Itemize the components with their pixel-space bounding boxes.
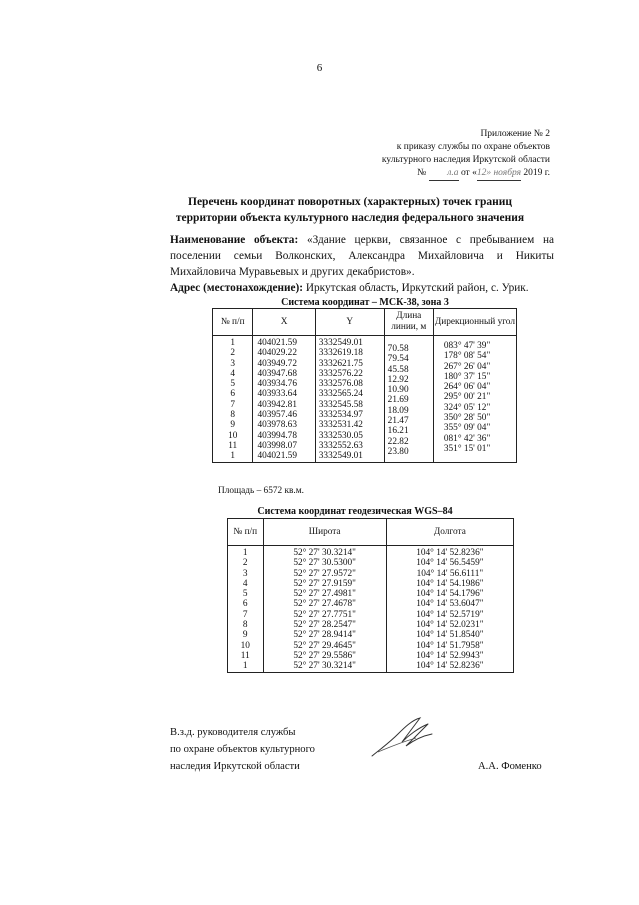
wgs-point-number-8: 8 xyxy=(242,620,248,631)
msk-angle-value-8: 350° 28' 50" xyxy=(443,413,491,424)
order-year: 2019 г. xyxy=(523,168,550,178)
object-name-value: «Здание церкви, связанное с пребыванием на поселении семьи Волконских, Александра Михайловича и Никиты Михайловича Муравьевых и других декабристов». xyxy=(170,234,555,278)
msk-y-value-1: 3332549.01 xyxy=(318,338,363,348)
wgs-point-number-1: 1 xyxy=(242,548,248,558)
msk-point-number-3: 3 xyxy=(230,358,236,369)
msk-point-number-10: 10 xyxy=(228,430,238,441)
msk-y-value-7: 3332545.58 xyxy=(318,399,363,410)
appendix-line-3: культурного наследия Иркутской области xyxy=(381,155,550,165)
wgs-point-number-10: 10 xyxy=(240,640,250,651)
wgs-table-caption: Система координат геодезическая WGS–84 xyxy=(257,506,453,517)
signatory-line-1: В.з.д. руководителя службы xyxy=(170,727,296,738)
wgs-latitude-value-11: 52° 27' 29.5586" xyxy=(293,650,356,661)
wgs-point-number-4: 4 xyxy=(242,578,248,589)
msk-angle-value-11: 351° 15' 01" xyxy=(443,443,491,454)
msk-angle-column xyxy=(433,336,516,463)
msk-y-value-3: 3332621.75 xyxy=(318,358,363,369)
object-address-label: Адрес (местонахождение): xyxy=(170,282,304,294)
wgs-latitude-value-4: 52° 27' 27.9159" xyxy=(293,578,356,589)
msk-length-value-9: 16.21 xyxy=(387,426,409,437)
msk-x-column xyxy=(253,336,315,463)
wgs-point-number-2: 2 xyxy=(242,558,248,569)
wgs-latitude-value-8: 52° 27' 28.2547" xyxy=(293,620,356,631)
msk-area: Площадь – 6572 кв.м. xyxy=(218,486,304,496)
wgs-latitude-value-7: 52° 27' 27.7751" xyxy=(293,609,356,620)
msk-header-y: Y xyxy=(315,309,384,336)
page-number: 6 xyxy=(316,62,323,74)
msk-y-value-2: 3332619.18 xyxy=(318,348,363,359)
wgs-point-number-7: 7 xyxy=(242,609,248,620)
msk-length-value-3: 45.58 xyxy=(387,364,409,375)
wgs-longitude-value-10: 104° 14' 51.7958" xyxy=(416,640,484,651)
msk-point-number-1: 1 xyxy=(230,338,236,348)
msk-x-value-2: 404029.22 xyxy=(257,348,297,359)
wgs-header-latitude: Широта xyxy=(263,519,386,546)
msk-point-number-6: 6 xyxy=(230,389,236,400)
wgs-latitude-value-3: 52° 27' 27.9572" xyxy=(293,568,356,579)
handwritten-signature xyxy=(368,712,438,762)
wgs-latitude-value-10: 52° 27' 29.4645" xyxy=(293,640,356,651)
msk-length-value-4: 12.92 xyxy=(387,374,409,385)
wgs-data-row xyxy=(228,546,514,673)
msk-point-number-7: 7 xyxy=(230,399,236,410)
msk-y-value-4: 3332576.22 xyxy=(318,368,363,379)
msk-table-caption: Система координат – МСК-38, зона 3 xyxy=(281,297,449,308)
order-date-value: 12» ноября xyxy=(477,167,521,181)
wgs-latitude-value-1: 52° 27' 30.3214" xyxy=(293,548,356,558)
msk-x-value-1: 404021.59 xyxy=(257,338,297,348)
wgs-number-column xyxy=(228,546,264,673)
msk-length-value-8: 21.47 xyxy=(387,416,409,427)
title-line-2: территории объекта культурного наследия федерального значения xyxy=(175,212,525,224)
msk-x-value-11: 403998.07 xyxy=(257,440,297,451)
wgs-header-number: № п/п xyxy=(228,519,264,546)
wgs-longitude-value-8: 104° 14' 52.0231" xyxy=(416,620,484,631)
signatory-position xyxy=(170,724,315,775)
msk-y-value-12: 3332549.01 xyxy=(318,451,363,462)
wgs-header-row xyxy=(228,519,514,546)
wgs-point-number-5: 5 xyxy=(242,589,248,600)
msk-number-column xyxy=(213,336,253,463)
msk-y-column xyxy=(315,336,384,463)
msk-length-value-1: 70.58 xyxy=(387,344,409,354)
msk-y-value-9: 3332531.42 xyxy=(318,420,363,431)
signatory-name: А.А. Фоменко xyxy=(478,761,542,772)
msk-y-value-6: 3332565.24 xyxy=(318,389,363,400)
msk-x-value-4: 403947.68 xyxy=(257,368,297,379)
wgs-longitude-value-5: 104° 14' 54.1796" xyxy=(416,589,484,600)
wgs-longitude-value-3: 104° 14' 56.6111" xyxy=(416,568,484,579)
msk-data-row xyxy=(213,336,517,463)
wgs-longitude-value-11: 104° 14' 52.9943" xyxy=(416,650,484,661)
msk-angle-value-10: 081° 42' 36" xyxy=(443,433,491,444)
msk-header-row xyxy=(213,309,517,336)
wgs-point-number-9: 9 xyxy=(242,630,248,641)
msk-length-value-10: 22.82 xyxy=(387,436,409,447)
wgs-latitude-value-6: 52° 27' 27.4678" xyxy=(293,599,356,610)
wgs-latitude-column xyxy=(263,546,386,673)
wgs-longitude-value-9: 104° 14' 51.8540" xyxy=(416,630,484,641)
wgs-point-number-12: 1 xyxy=(242,661,248,672)
msk-length-column xyxy=(384,336,433,463)
msk-angle-value-2: 178° 08' 54" xyxy=(443,351,491,362)
msk-length-value-6: 21.69 xyxy=(387,395,409,406)
wgs-point-number-3: 3 xyxy=(242,568,248,579)
msk-x-value-10: 403994.78 xyxy=(257,430,297,441)
order-number-line xyxy=(340,167,550,181)
msk-angle-value-7: 324° 05' 12" xyxy=(443,402,491,413)
msk-point-number-2: 2 xyxy=(230,348,236,359)
msk-x-value-6: 403933.64 xyxy=(257,389,297,400)
msk-y-value-11: 3332552.63 xyxy=(318,440,363,451)
msk-length-value-2: 79.54 xyxy=(387,354,409,365)
msk-coordinates-table xyxy=(212,308,517,463)
wgs-point-number-6: 6 xyxy=(242,599,248,610)
document-title xyxy=(150,194,550,226)
wgs-latitude-value-9: 52° 27' 28.9414" xyxy=(293,630,356,641)
msk-length-value-7: 18.09 xyxy=(387,405,409,416)
msk-x-value-3: 403949.72 xyxy=(257,358,297,369)
wgs-latitude-value-12: 52° 27' 30.3214" xyxy=(293,661,356,672)
wgs-longitude-value-2: 104° 14' 56.5459" xyxy=(416,558,484,569)
msk-angle-value-1: 083° 47' 39" xyxy=(443,341,491,351)
wgs-longitude-value-7: 104° 14' 52.5719" xyxy=(416,609,484,620)
msk-angle-value-3: 267° 26' 04" xyxy=(443,361,491,372)
msk-point-number-4: 4 xyxy=(230,368,236,379)
msk-point-number-5: 5 xyxy=(230,379,236,390)
msk-x-value-9: 403978.63 xyxy=(257,420,297,431)
title-line-1: Перечень координат поворотных (характерных) точек границ xyxy=(188,196,512,208)
msk-header-number: № п/п xyxy=(213,309,253,336)
wgs-longitude-value-4: 104° 14' 54.1986" xyxy=(416,578,484,589)
wgs-header-longitude: Долгота xyxy=(386,519,513,546)
msk-header-length: Длина линии, м xyxy=(384,309,433,336)
msk-angle-value-5: 264° 06' 04" xyxy=(443,382,491,393)
wgs-latitude-value-2: 52° 27' 30.5300" xyxy=(293,558,356,569)
msk-x-value-8: 403957.46 xyxy=(257,410,297,421)
msk-angle-value-4: 180° 37' 15" xyxy=(443,371,491,382)
appendix-line-2: к приказу службы по охране объектов xyxy=(396,142,550,152)
msk-header-x: X xyxy=(253,309,315,336)
order-number-prefix: № xyxy=(417,168,427,178)
wgs-longitude-value-12: 104° 14' 52.8236" xyxy=(416,661,484,672)
msk-point-number-12: 1 xyxy=(230,451,236,462)
msk-length-value-5: 10.90 xyxy=(387,385,409,396)
msk-x-value-5: 403934.76 xyxy=(257,379,297,390)
appendix-header xyxy=(340,128,550,181)
object-description xyxy=(170,232,554,296)
wgs-point-number-11: 11 xyxy=(240,650,250,661)
object-name-label: Наименование объекта: xyxy=(170,234,299,246)
order-number-value: л.а xyxy=(429,167,459,181)
msk-y-value-5: 3332576.08 xyxy=(318,379,363,390)
msk-x-value-12: 404021.59 xyxy=(257,451,297,462)
signatory-line-3: наследия Иркутской области xyxy=(170,761,300,772)
msk-point-number-8: 8 xyxy=(230,410,236,421)
wgs-longitude-column xyxy=(386,546,513,673)
msk-length-value-11: 23.80 xyxy=(387,446,409,457)
msk-angle-value-9: 355° 09' 04" xyxy=(443,423,491,434)
msk-x-value-7: 403942.81 xyxy=(257,399,297,410)
msk-y-value-10: 3332530.05 xyxy=(318,430,363,441)
msk-y-value-8: 3332534.97 xyxy=(318,410,363,421)
appendix-line-1: Приложение № 2 xyxy=(480,129,550,139)
wgs-latitude-value-5: 52° 27' 27.4981" xyxy=(293,589,356,600)
msk-point-number-9: 9 xyxy=(230,420,236,431)
signatory-line-2: по охране объектов культурного xyxy=(170,744,315,755)
order-date-prefix: от « xyxy=(460,168,477,178)
wgs-coordinates-table xyxy=(227,518,514,673)
wgs-longitude-value-6: 104° 14' 53.6047" xyxy=(416,599,484,610)
object-address-value: Иркутская область, Иркутский район, с. Урик. xyxy=(305,282,529,294)
wgs-longitude-value-1: 104° 14' 52.8236" xyxy=(416,548,484,558)
msk-header-angle: Дирекционный угол xyxy=(433,309,516,336)
msk-point-number-11: 11 xyxy=(228,440,238,451)
msk-angle-value-6: 295° 00' 21" xyxy=(443,392,491,403)
